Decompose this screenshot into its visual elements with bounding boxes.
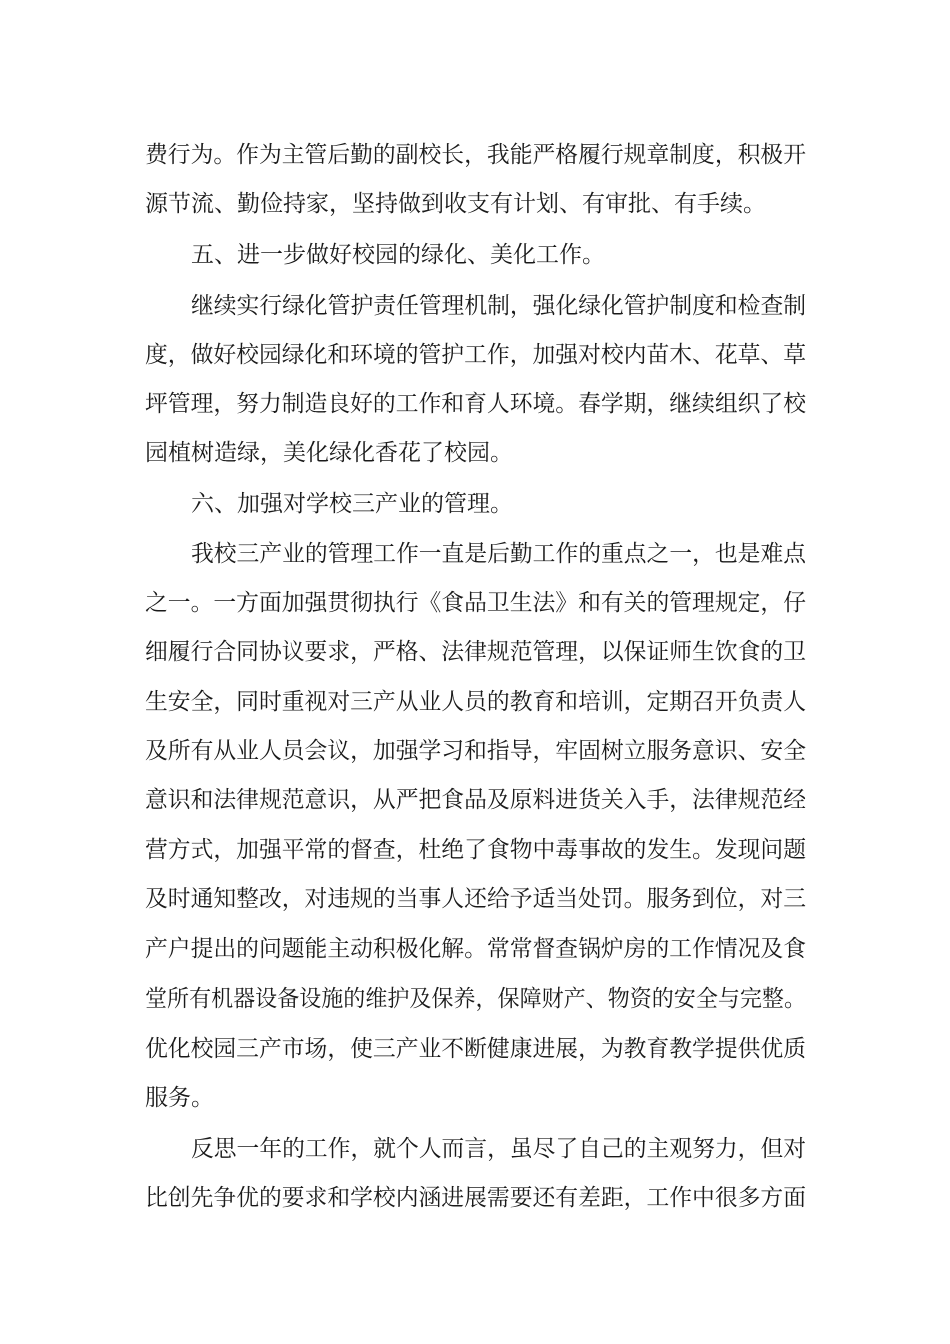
text-line: 优化校园三产市场，使三产业不断健康进展，为教育教学提供优质: [145, 1036, 806, 1062]
section-heading: 五、进一步做好校园的绿化、美化工作。: [191, 242, 605, 268]
text-line: 坪管理，努力制造良好的工作和育人环境。春学期，继续组织了校: [145, 391, 806, 417]
text-line: 源节流、勤俭持家，坚持做到收支有计划、有审批、有手续。: [145, 191, 766, 217]
text-line: 堂所有机器设备设施的维护及保养，保障财产、物资的安全与完整。: [145, 986, 806, 1012]
text-line: 服务。: [145, 1085, 214, 1111]
text-line: 我校三产业的管理工作一直是后勤工作的重点之一，也是难点: [191, 541, 806, 567]
text-line: 细履行合同协议要求，严格、法律规范管理，以保证师生饮食的卫: [145, 639, 806, 665]
text-line: 及时通知整改，对违规的当事人还给予适当处罚。服务到位，对三: [145, 886, 806, 912]
text-line: 比创先争优的要求和学校内涵进展需要还有差距，工作中很多方面: [145, 1185, 806, 1211]
text-line: 及所有从业人员会议，加强学习和指导，牢固树立服务意识、安全: [145, 738, 806, 764]
text-line: 度，做好校园绿化和环境的管护工作，加强对校内苗木、花草、草: [145, 342, 806, 368]
text-line: 产户提出的问题能主动积极化解。常常督查锅炉房的工作情况及食: [145, 936, 806, 962]
text-line: 园植树造绿，美化绿化香花了校园。: [145, 440, 513, 466]
text-line: 反思一年的工作，就个人而言，虽尽了自己的主观努力，但对: [191, 1136, 806, 1162]
text-line: 继续实行绿化管护责任管理机制，强化绿化管护制度和检查制: [191, 293, 806, 319]
text-line: 费行为。作为主管后勤的副校长，我能严格履行规章制度，积极开: [145, 142, 806, 168]
text-line: 意识和法律规范意识，从严把食品及原料进货关入手，法律规范经: [145, 787, 806, 813]
section-heading: 六、加强对学校三产业的管理。: [191, 491, 513, 517]
text-line: 之一。一方面加强贯彻执行《食品卫生法》和有关的管理规定，仔: [145, 590, 806, 616]
text-line: 营方式，加强平常的督查，杜绝了食物中毒事故的发生。发现问题: [145, 837, 806, 863]
text-line: 生安全，同时重视对三产从业人员的教育和培训，定期召开负责人: [145, 689, 806, 715]
